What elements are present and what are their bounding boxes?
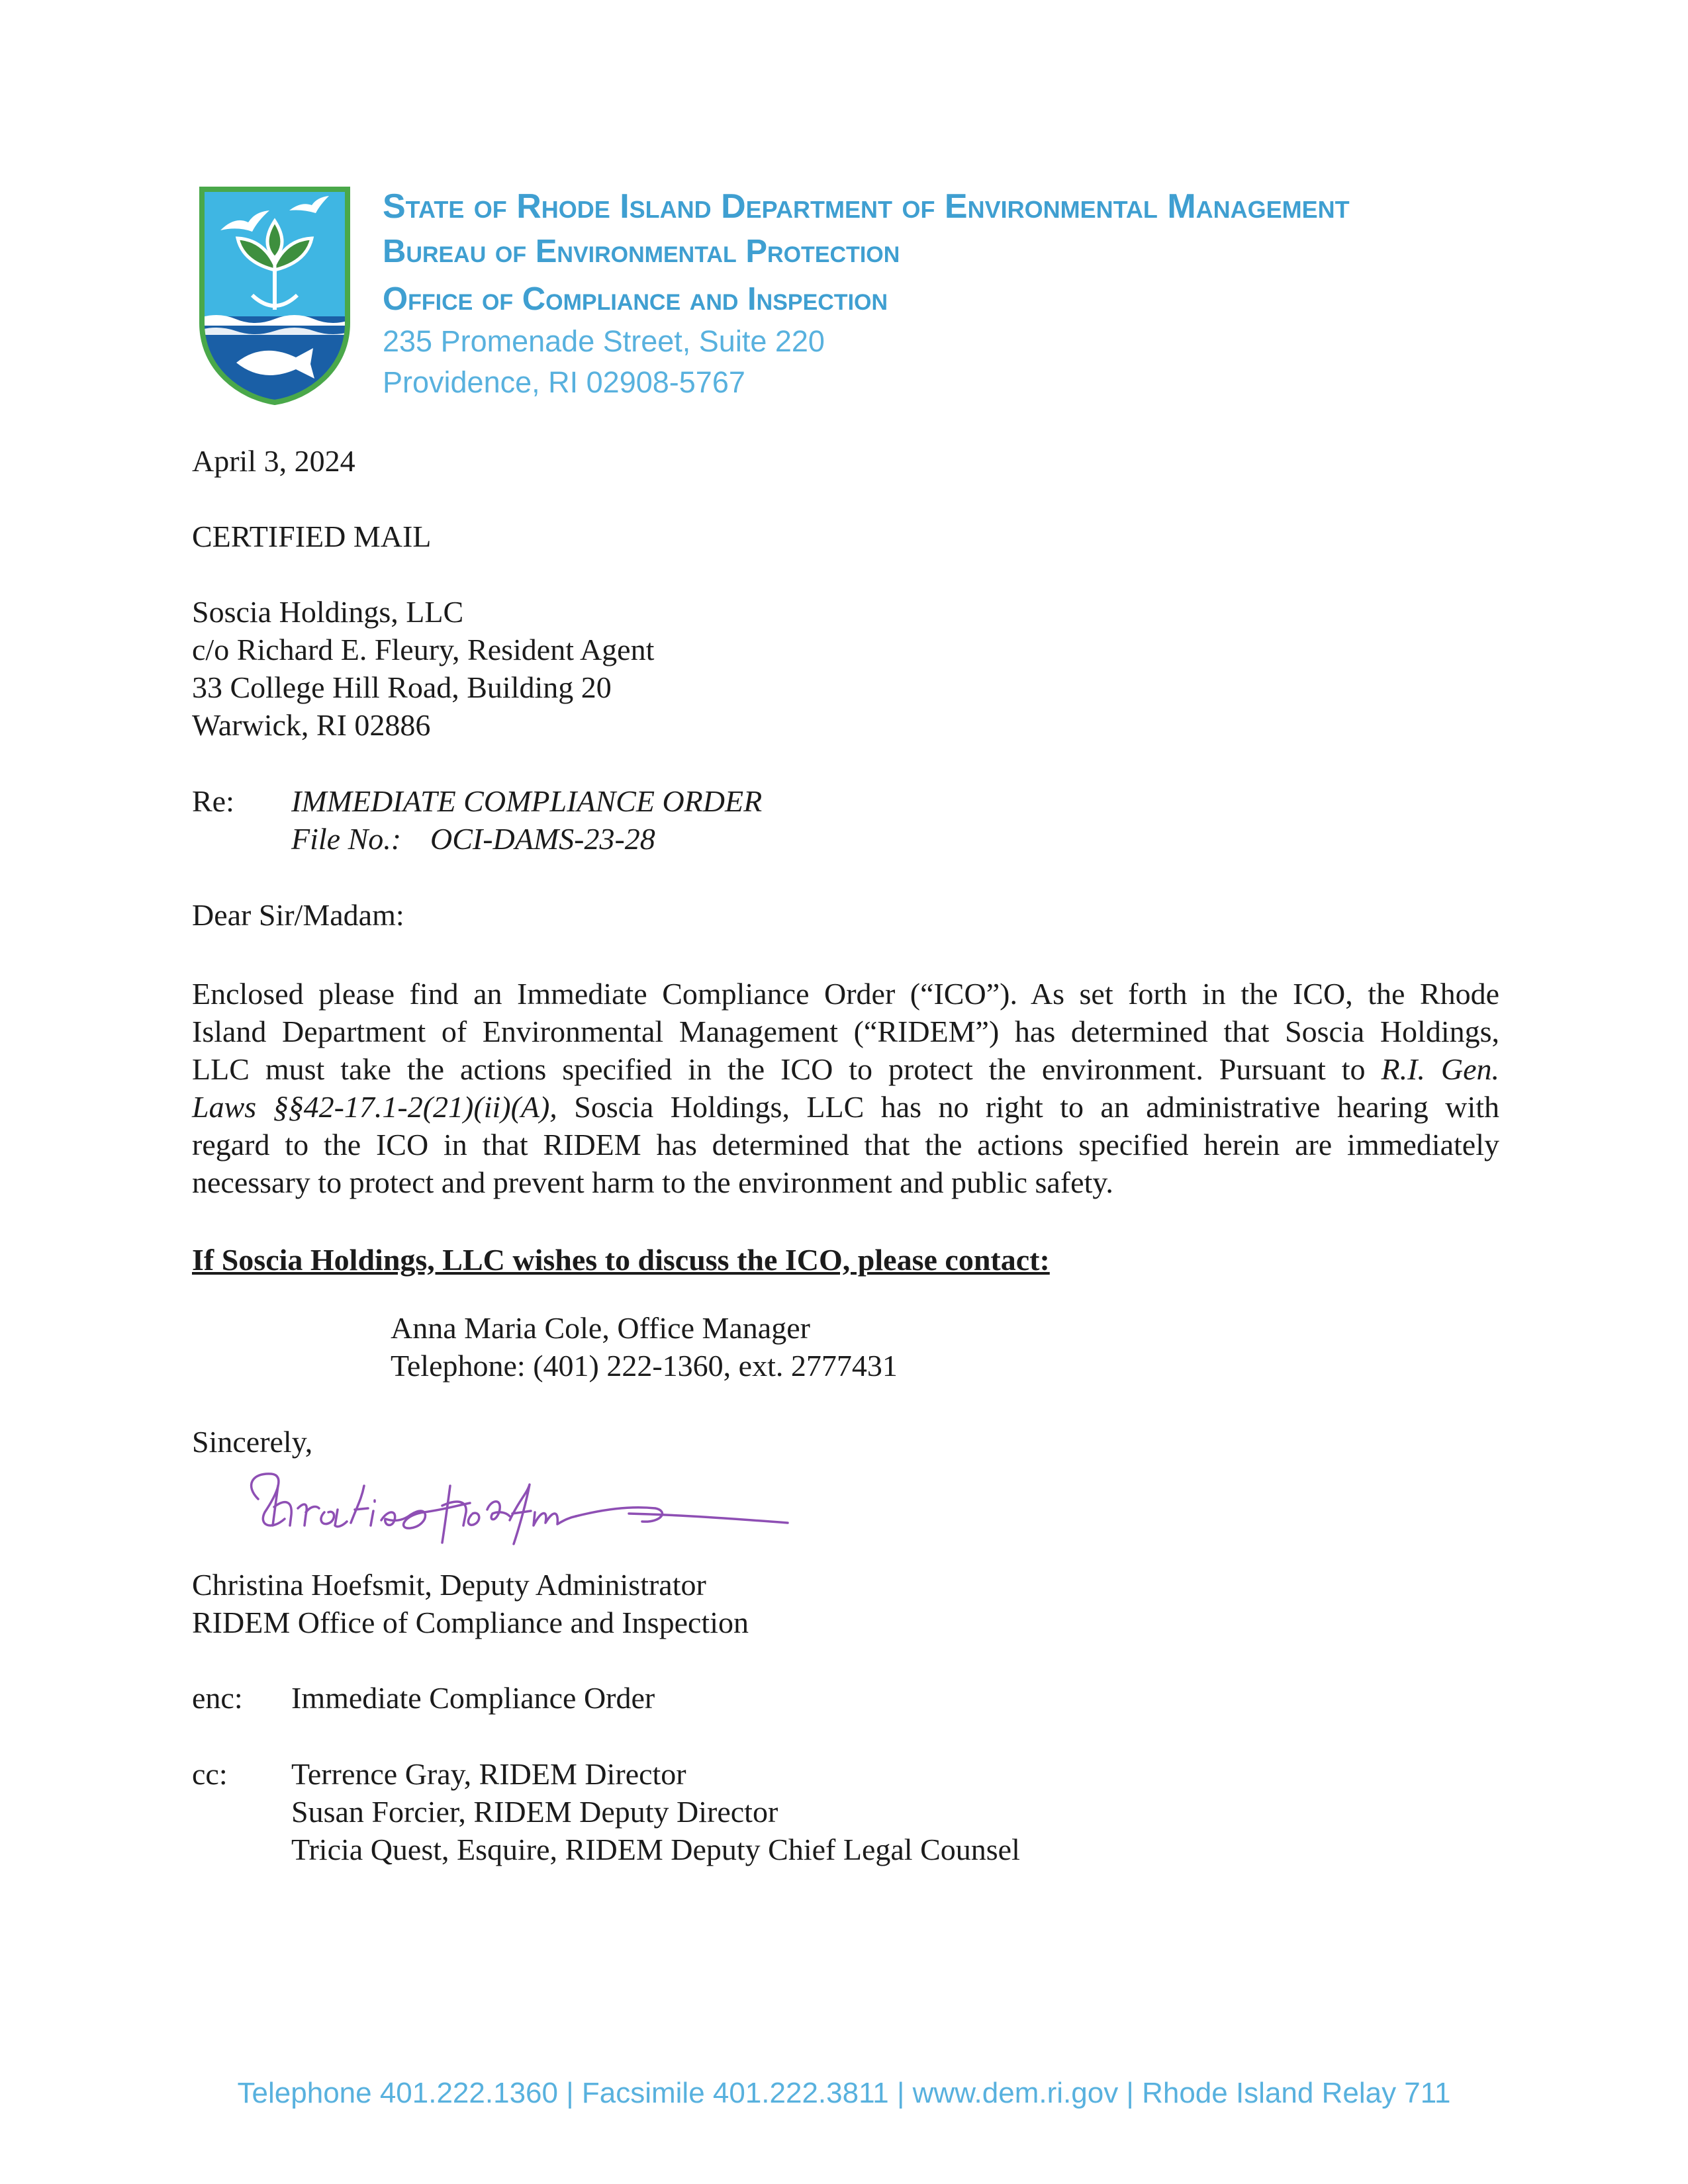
file-number: OCI-DAMS-23-28 <box>430 822 655 856</box>
signer-office: RIDEM Office of Compliance and Inspection <box>192 1606 749 1639</box>
recipient-line: 33 College Hill Road, Building 20 <box>192 670 612 704</box>
re-label: Re: <box>192 784 234 818</box>
body-line: regard to the ICO in that RIDEM has determined that the actions specified herein are immediately <box>192 1128 1499 1161</box>
body-text: LLC must take the actions specified in the ICO to protect the environment. Pursuant to <box>192 1052 1382 1086</box>
letterhead-address-street: 235 Promenade Street, Suite 220 <box>383 324 825 358</box>
handwritten-signature <box>232 1459 794 1545</box>
contact-name: Anna Maria Cole, Office Manager <box>391 1311 810 1345</box>
footer-contact-info: Telephone 401.222.1360 | Facsimile 401.222.3811 | www.dem.ri.gov | Rhode Island Relay 711 <box>237 2077 1451 2109</box>
recipient-line: c/o Richard E. Fleury, Resident Agent <box>192 633 655 666</box>
statute-citation: Laws §§42-17.1-2(21)(ii)(A), <box>192 1090 557 1124</box>
body-line <box>192 1050 1499 1088</box>
enclosure-item: Immediate Compliance Order <box>291 1681 655 1715</box>
closing: Sincerely, <box>192 1425 313 1459</box>
body-line: Island Department of Environmental Management (“RIDEM”) has determined that Soscia Holdings, <box>192 1015 1499 1048</box>
re-title: IMMEDIATE COMPLIANCE ORDER <box>291 784 763 818</box>
file-number-label: File No.: <box>291 822 402 856</box>
recipient-line: Soscia Holdings, LLC <box>192 595 464 629</box>
delivery-method: CERTIFIED MAIL <box>192 520 432 553</box>
cc-recipient: Terrence Gray, RIDEM Director <box>291 1757 686 1791</box>
cc-recipient: Tricia Quest, Esquire, RIDEM Deputy Chief Legal Counsel <box>291 1833 1020 1866</box>
ri-dem-seal-icon <box>197 184 353 406</box>
body-text: Soscia Holdings, LLC has no right to an administrative hearing with <box>557 1090 1500 1124</box>
body-paragraph <box>192 975 1499 1201</box>
letterhead-office: Office of Compliance and Inspection <box>383 281 888 317</box>
letterhead-bureau: Bureau of Environmental Protection <box>383 234 900 269</box>
enclosure-label: enc: <box>192 1681 243 1715</box>
letter-date: April 3, 2024 <box>192 444 355 478</box>
body-line <box>192 1088 1499 1126</box>
body-line: necessary to protect and prevent harm to the environment and public safety. <box>192 1165 1113 1199</box>
signer-name-title: Christina Hoefsmit, Deputy Administrator <box>192 1568 706 1602</box>
letterhead-department: State of Rhode Island Department of Environmental Management <box>383 187 1350 226</box>
cc-label: cc: <box>192 1757 228 1791</box>
letterhead-address-city: Providence, RI 02908-5767 <box>383 365 745 399</box>
statute-citation: R.I. Gen. <box>1381 1052 1499 1086</box>
body-line: Enclosed please find an Immediate Compliance Order (“ICO”). As set forth in the ICO, the Rhode <box>192 977 1499 1011</box>
recipient-line: Warwick, RI 02886 <box>192 708 431 742</box>
contact-phone: Telephone: (401) 222-1360, ext. 2777431 <box>391 1349 898 1383</box>
salutation: Dear Sir/Madam: <box>192 898 404 932</box>
contact-heading: If Soscia Holdings, LLC wishes to discuss the ICO, please contact: <box>192 1243 1050 1277</box>
cc-recipient: Susan Forcier, RIDEM Deputy Director <box>291 1795 778 1829</box>
